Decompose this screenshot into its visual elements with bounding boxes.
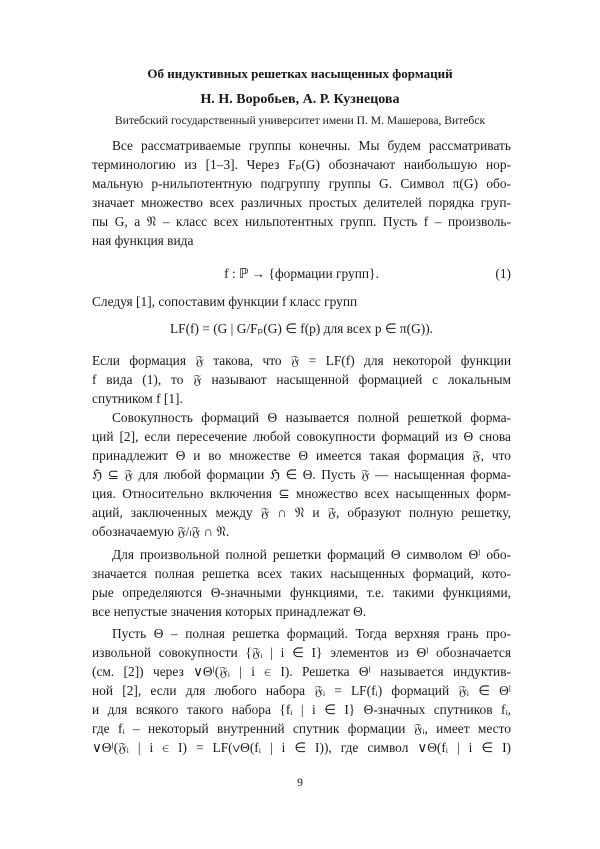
text-line: все непустые значения которых принадлежат Θ. xyxy=(92,604,367,619)
text-line: ℌ ⊆ 𝔉 для любой формации ℌ ∈ Θ. Пусть 𝔉 — насыщенная форма- xyxy=(92,467,511,482)
equation-1-number: (1) xyxy=(495,266,511,281)
text-line: f вида (1), то 𝔉 называют насыщенной формацией с локальным xyxy=(92,372,511,387)
text-line: извольной совокупности {𝔉ᵢ | i ∈ I} элементов из Θˡ обозначается xyxy=(92,645,511,660)
text-line: ∨Θˡ(𝔉ᵢ | i ∈ I) = LF(∨Θ(fᵢ | i ∈ I)), где символ ∨Θ(fᵢ | i ∈ I) xyxy=(92,740,511,755)
text-line: (см. [2]) через ∨Θˡ(𝔉ᵢ | i ∈ I). Решетка Θˡ называется индуктив- xyxy=(92,664,511,679)
text-line: Для произвольной полной решетки формаций Θ символом Θˡ обо- xyxy=(112,547,511,562)
text-line: ная функция вида xyxy=(92,233,194,248)
text-line: значается полная решетка всех таких насыщенных формаций, кото- xyxy=(92,566,511,581)
text-line: обозначаемую 𝔉/ₗ𝔉 ∩ 𝔑. xyxy=(92,524,230,539)
text-line: мальную p-нильпотентную подгруппу группы G. Символ π(G) обо- xyxy=(92,176,511,191)
text-line: спутником f [1]. xyxy=(92,391,183,406)
text-line: ций [2], если пересечение любой совокупности формаций из Θ снова xyxy=(92,429,511,444)
text-line: ной [2], если для любого набора 𝔉ᵢ = LF(fᵢ) формаций 𝔉ᵢ ∈ Θˡ xyxy=(92,683,511,698)
text-line: Если формация 𝔉 такова, что 𝔉 = LF(f) для некоторой функции xyxy=(92,353,511,368)
text-line: рые определяются Θ-значными функциями, т.е. такими функциями, xyxy=(92,585,511,600)
text-line: принадлежит Θ и во множестве Θ имеется такая формация 𝔉, что xyxy=(92,448,511,463)
paper-authors: Н. Н. Воробьев, А. Р. Кузнецова xyxy=(200,92,400,107)
paper-affiliation: Витебский государственный университет имени П. М. Машерова, Витебск xyxy=(114,114,486,127)
equation-2-body: LF(f) = (G | G/Fₚ(G) ∈ f(p) для всех p ∈ π(G)). xyxy=(169,321,434,336)
text-line: где fᵢ – некоторый внутренний спутник формации 𝔉ᵢ, имеет место xyxy=(92,721,511,736)
text-line: аций, заключенных между 𝔉 ∩ 𝔑 и 𝔉, образуют полную решетку, xyxy=(92,505,511,520)
text-line: значает множество всех различных простых делителей порядка груп- xyxy=(92,195,511,210)
text-line: Все рассматриваемые группы конечны. Мы будем рассматривать xyxy=(112,138,511,153)
text-line: Следуя [1], сопоставим функции f класс групп xyxy=(92,294,358,309)
text-line: ция. Относительно включения ⊆ множество всех насыщенных форм- xyxy=(92,486,511,501)
text-line: и для всякого такого набора {fᵢ | i ∈ I} Θ-значных спутников fᵢ, xyxy=(92,702,511,717)
text-line: Совокупность формаций Θ называется полной решеткой форма- xyxy=(112,410,511,425)
equation-1-body: f : ℙ → {формации групп}. xyxy=(224,266,379,281)
paper-title: Об индуктивных решетках насыщенных формаций xyxy=(147,66,453,81)
text-line: Пусть Θ – полная решетка формаций. Тогда верхняя грань про- xyxy=(112,626,511,641)
text-line: терминологию из [1–3]. Через Fₚ(G) обозначают наибольшую нор- xyxy=(92,157,511,172)
page-number: 9 xyxy=(297,776,303,789)
text-line: пы G, а 𝔑 – класс всех нильпотентных групп. Пусть f – произволь- xyxy=(92,214,511,229)
